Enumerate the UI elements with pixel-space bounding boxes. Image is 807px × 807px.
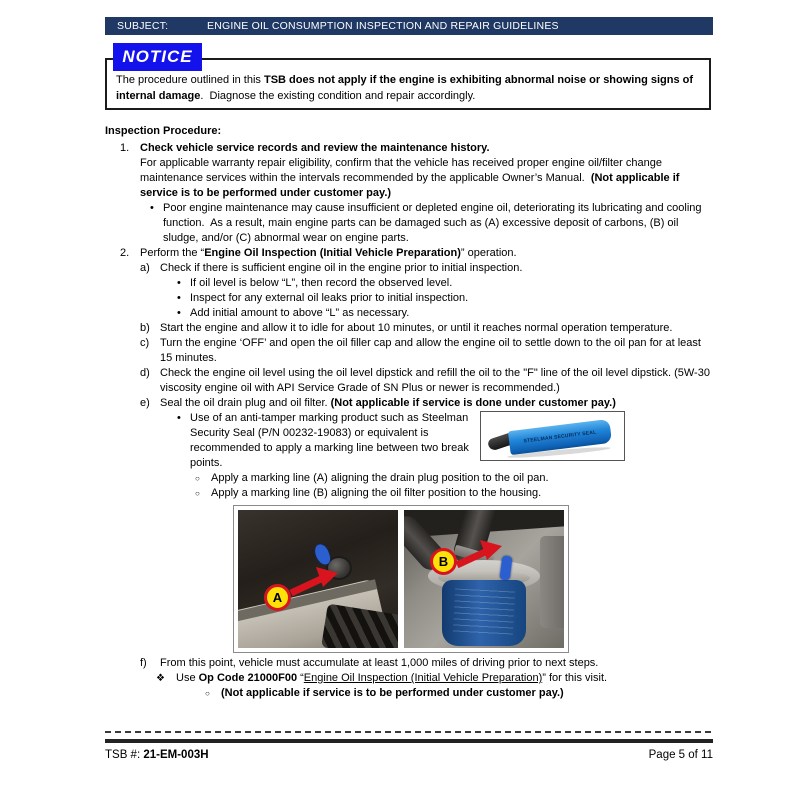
op-code-pre: Use [176, 672, 199, 684]
tsb-number [105, 749, 209, 761]
step-e-sub-b-text: Apply a marking line (B) aligning the oil filter position to the housing. [211, 487, 542, 499]
subject-label: SUBJECT: [117, 20, 169, 32]
step-a-text: Check if there is sufficient engine oil in the engine prior to initial inspection. [160, 262, 523, 274]
notice-text [116, 72, 704, 104]
item-2-number: 2. [120, 247, 130, 259]
step-e-sub-a-row [105, 471, 713, 486]
step-c-text: Turn the engine ‘OFF’ and open the oil filler cap and allow the engine oil to settle down to the oil pan for at least 15 minutes. [160, 337, 701, 364]
op-code-operation-name: Engine Oil Inspection (Initial Vehicle Preparation) [303, 672, 543, 684]
tire-tread-shape [321, 604, 398, 648]
tsb-label: TSB #: [105, 749, 144, 761]
step-e-bullet-text: Use of an anti-tamper marking product such as Steelman Security Seal (P/N 00232-19083) or equivalent is recommended to apply a marking line between two break points. [190, 412, 469, 469]
item-1-body: For applicable warranty repair eligibility, confirm that the vehicle has received proper engine oil/filter change maintenance services within the intervals recommended by the applicable Owner’s Manual. [140, 157, 662, 184]
circle-bullet-icon: ○ [195, 474, 200, 483]
step-a-bullet-2: Inspect for any external oil leaks prior to initial inspection. [190, 292, 469, 304]
filter-label-texture [453, 588, 515, 635]
step-c-row [105, 336, 713, 366]
item-1-title: Check vehicle service records and review the maintenance history. [140, 142, 490, 154]
not-applicable-text: (Not applicable if service is to be performed under customer pay.) [221, 687, 564, 699]
bullet-icon: • [177, 307, 181, 319]
subject-title: ENGINE OIL CONSUMPTION INSPECTION AND REPAIR GUIDELINES [207, 20, 559, 32]
item-2-title [140, 246, 713, 261]
item-1-bullet-text: Poor engine maintenance may cause insufficient or depleted engine oil, deteriorating its lubricating and cooling function. As a result, main engine parts can be damaged such as (A) excessive deposit of carbons, (B) oil sludge, and/or (C) abnormal wear on engine parts. [163, 202, 702, 244]
notice-text-pre: The procedure outlined in this [116, 74, 264, 86]
step-a-row [105, 261, 713, 276]
op-code-bold: Op Code 21000F00 [198, 672, 298, 684]
step-f-label: f) [140, 657, 147, 669]
diamond-bullet-icon: ❖ [156, 673, 165, 684]
step-e-text-pre: Seal the oil drain plug and oil filter. [160, 397, 331, 409]
bullet-icon: • [177, 277, 181, 289]
op-code-post: ” for this visit. [542, 672, 608, 684]
step-b-label: b) [140, 322, 150, 334]
marking-photos-figure [233, 505, 569, 653]
step-a-bullet-1: If oil level is below “L”, then record the observed level. [190, 277, 453, 289]
item-2-title-pre: Perform the “ [140, 247, 205, 259]
oil-filter-photo [404, 510, 564, 648]
op-code-row [105, 671, 713, 686]
item-1-number: 1. [120, 142, 130, 154]
circle-bullet-icon: ○ [205, 689, 210, 698]
step-e-bullet-text-wrap [190, 411, 713, 471]
procedure-content [105, 124, 713, 701]
notice-text-post: . Diagnose the existing condition and repair accordingly. [200, 90, 476, 102]
security-seal-photo [480, 411, 625, 461]
step-d-label: d) [140, 367, 150, 379]
step-d-row [105, 366, 713, 396]
step-e-bullet-row [105, 411, 713, 471]
step-d-text: Check the engine oil level using the oil level dipstick and refill the oil to the "F" line of the oil level dipstick. (5W-30 viscosity engine oil with API Service Grade of SN Plus or newer is recommended.) [160, 367, 710, 394]
page-number: Page 5 of 11 [648, 749, 713, 761]
list-item-1 [105, 141, 713, 201]
circle-bullet-icon: ○ [195, 489, 200, 498]
list-item-2 [105, 246, 713, 261]
bullet-icon: • [177, 412, 181, 424]
step-e-row [105, 396, 713, 411]
notice-badge: NOTICE [113, 43, 202, 71]
step-c-label: c) [140, 337, 150, 349]
step-a-label: a) [140, 262, 150, 274]
item-1-body-bold: (Not applicable if service is to be performed under customer pay.) [140, 172, 680, 199]
callout-a-arrow-icon [288, 566, 340, 596]
bracket-shape [540, 536, 564, 628]
bullet-icon: • [177, 292, 181, 304]
op-code-mid: “ [297, 672, 304, 684]
oil-filter [442, 580, 526, 646]
dashed-divider [105, 731, 711, 733]
not-applicable-row [105, 686, 713, 701]
step-b-text: Start the engine and allow it to idle for about 10 minutes, or until it reaches normal operation temperature. [160, 322, 673, 334]
item-1-text [140, 141, 713, 201]
item-2-title-post: ” operation. [460, 247, 517, 259]
tsb-value: 21-EM-003H [143, 749, 209, 761]
step-e-sub-a-text: Apply a marking line (A) aligning the drain plug position to the oil pan. [211, 472, 549, 484]
footer-rule [105, 739, 713, 743]
step-a-bullet-row [105, 291, 713, 306]
op-code-text [176, 671, 713, 686]
step-f-text: From this point, vehicle must accumulate at least 1,000 miles of driving prior to next steps. [160, 657, 599, 669]
seal-tube-label: STEELMAN SECURITY SEAL [523, 429, 597, 444]
callout-b: B [430, 548, 457, 575]
drain-plug-photo [238, 510, 398, 648]
step-e-text-bold: (Not applicable if service is done under customer pay.) [330, 397, 616, 409]
bullet-icon: • [150, 202, 154, 214]
item-1-bullet-row [105, 201, 713, 246]
section-heading: Inspection Procedure: [105, 125, 222, 137]
notice-text-bold: TSB does not apply if the engine is exhibiting abnormal noise or showing signs of internal damage [116, 74, 694, 102]
step-e-label: e) [140, 397, 150, 409]
step-b-row [105, 321, 713, 336]
callout-a: A [264, 584, 291, 611]
step-a-bullet-3: Add initial amount to above “L” as necessary. [190, 307, 410, 319]
callout-b-arrow-icon [454, 540, 504, 568]
subject-bar [105, 17, 713, 35]
step-a-bullet-row [105, 276, 713, 291]
page-footer [105, 749, 713, 761]
step-e-text [160, 396, 713, 411]
step-a-bullet-row [105, 306, 713, 321]
item-2-title-bold: Engine Oil Inspection (Initial Vehicle Preparation) [204, 247, 461, 259]
step-e-sub-b-row [105, 486, 713, 501]
step-f-row [105, 656, 713, 671]
